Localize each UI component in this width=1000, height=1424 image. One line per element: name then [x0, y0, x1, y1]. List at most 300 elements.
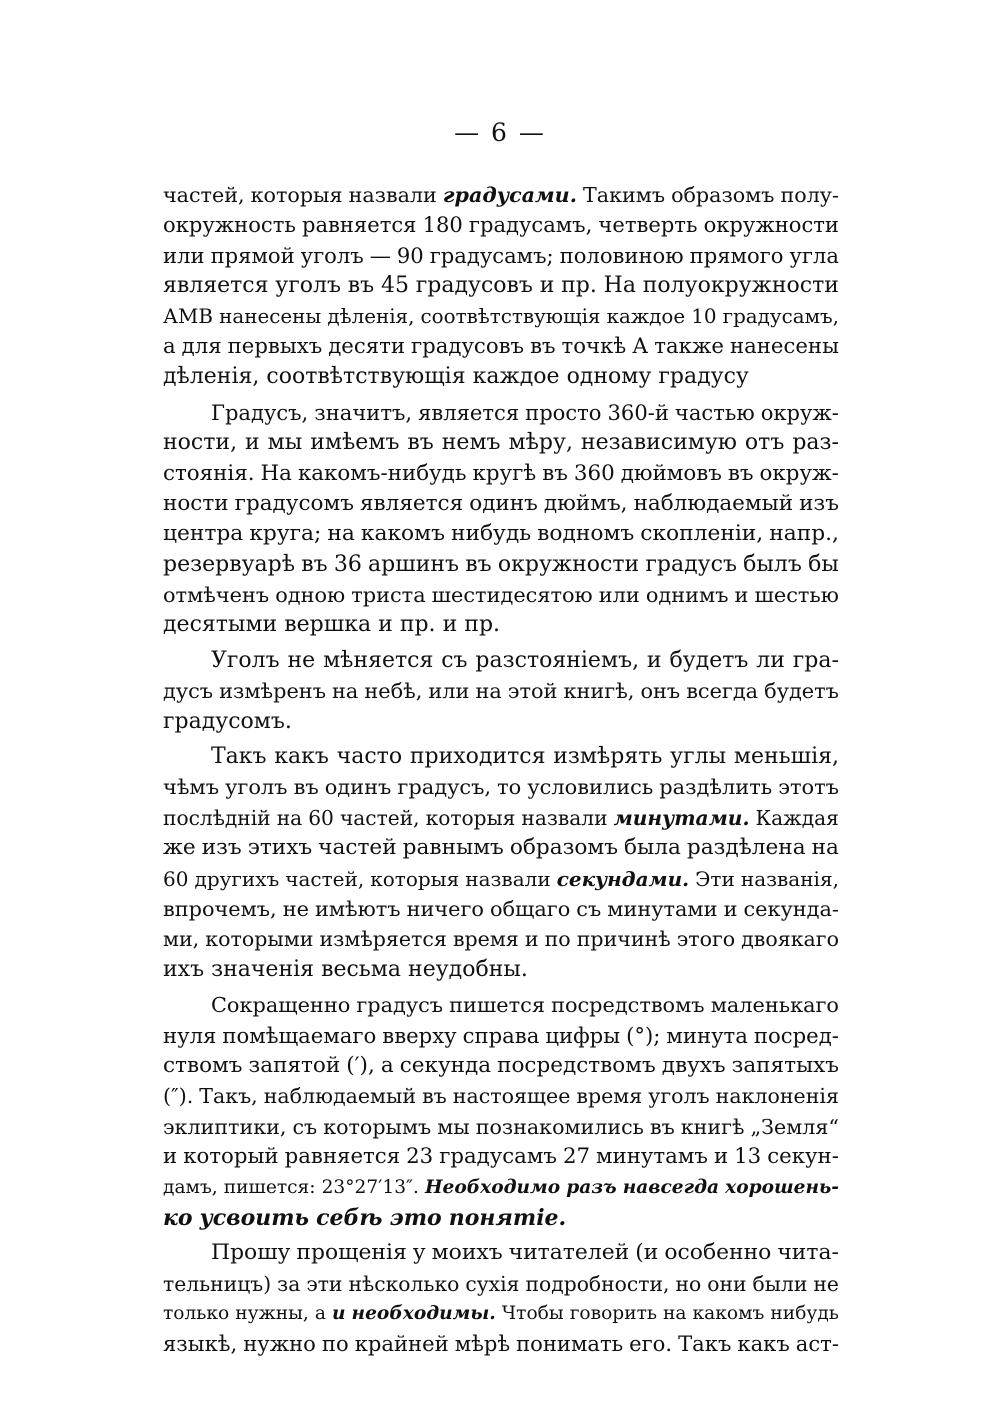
text-line: [163, 1112, 839, 1142]
word: и: [524, 927, 539, 952]
word: этого: [676, 927, 736, 952]
word: Чтобы: [501, 1303, 564, 1325]
word: это: [389, 1204, 442, 1231]
word: ности: [163, 490, 229, 516]
word: книгѣ,: [563, 679, 635, 704]
word: 45: [380, 273, 409, 299]
word: стоянія.: [163, 460, 255, 486]
word: равняется: [301, 212, 417, 238]
word: шестидесятою: [431, 583, 593, 608]
word: 13: [734, 1144, 762, 1170]
word: весьма: [321, 956, 401, 982]
word: минутами.: [613, 805, 750, 830]
word: резервуарѣ: [163, 551, 295, 577]
word: соотвѣтствующія: [420, 304, 601, 328]
word: изъ: [201, 835, 242, 861]
text-line: [163, 428, 839, 458]
word: условились: [527, 775, 654, 800]
word: уголъ: [225, 775, 288, 800]
word: мы: [437, 1114, 470, 1139]
word: съ: [576, 896, 602, 921]
text-line: [163, 362, 839, 392]
word: справа: [462, 1022, 540, 1048]
text-line: [163, 955, 839, 985]
word: пр.: [464, 612, 501, 638]
word: бы: [808, 551, 839, 577]
word: общаго: [489, 896, 571, 921]
word: и: [245, 430, 260, 456]
word: меньшія,: [733, 744, 839, 770]
word: первыхъ: [227, 333, 323, 359]
word: мѣру,: [508, 430, 573, 456]
word: мы: [267, 430, 303, 456]
word: секунда: [399, 1052, 492, 1078]
word: читателей: [508, 1240, 630, 1266]
word: то: [497, 775, 522, 800]
word: понятіе.: [448, 1204, 567, 1231]
word: градусами.: [442, 183, 577, 207]
word: разстояніемъ,: [475, 647, 640, 673]
body-text: [163, 180, 839, 1360]
word: тельницъ): [163, 1271, 272, 1296]
word: секундами.: [556, 866, 690, 891]
word: дамъ,: [163, 1176, 218, 1198]
word: гра-: [792, 647, 839, 673]
word: также: [654, 333, 724, 359]
text-line: [163, 271, 839, 301]
word: „Земля“: [750, 1114, 839, 1139]
word: всегда: [686, 679, 759, 704]
word: напр.,: [769, 521, 839, 547]
word: образомъ: [671, 183, 775, 207]
word: аст-: [795, 1331, 839, 1357]
text-line: [163, 1021, 839, 1051]
word: ко: [163, 1204, 193, 1231]
paragraph: [163, 742, 839, 985]
word: ихъ: [163, 956, 205, 982]
word: какомъ-нибудь: [297, 460, 467, 486]
text-line: [163, 550, 839, 580]
word: причинѣ: [576, 927, 671, 952]
word: была: [624, 835, 681, 861]
word: измѣренъ: [219, 679, 326, 704]
word: мѣрѣ: [454, 1331, 511, 1357]
word: окруж-: [759, 460, 839, 486]
word: нанесены: [730, 333, 839, 359]
word: впрочемъ,: [163, 896, 277, 921]
word: градусъ: [645, 551, 737, 577]
word: для: [181, 333, 222, 359]
paragraph: [163, 646, 839, 737]
word: и: [442, 612, 458, 638]
text-line: [163, 241, 839, 271]
word: изъ: [799, 490, 839, 516]
word: помѣщаемаго: [222, 1022, 377, 1048]
word: ности,: [163, 430, 238, 456]
word: какомъ: [360, 521, 445, 547]
word: вверху: [382, 1022, 457, 1048]
word: полуокружности: [642, 273, 839, 299]
word: посредствомъ: [551, 993, 705, 1018]
word: центра: [163, 521, 244, 547]
word: въ: [530, 333, 556, 359]
word: Такъ,: [199, 1084, 258, 1109]
word: навсегда: [622, 1176, 720, 1198]
word: и: [723, 896, 738, 921]
text-line: [163, 398, 839, 428]
text-line: [163, 1203, 839, 1233]
word: и: [331, 1303, 346, 1325]
word: часто: [336, 744, 403, 770]
word: (″).: [163, 1084, 194, 1109]
word: на: [327, 521, 355, 547]
word: дѣленія,: [163, 364, 260, 390]
word: понимать: [516, 1331, 624, 1357]
paragraph: [163, 1238, 839, 1360]
word: прямого: [689, 242, 784, 268]
word: пишется:: [223, 1176, 316, 1198]
text-line: [163, 180, 839, 210]
word: ли: [756, 647, 785, 673]
word: разъ: [566, 1176, 617, 1198]
word: Каждая: [755, 805, 839, 830]
word: равнымъ: [402, 835, 504, 861]
word: Сокращенно: [211, 993, 351, 1018]
text-line: [163, 610, 839, 640]
text-line: [163, 1269, 839, 1299]
word: въ: [422, 1084, 447, 1109]
word: у: [412, 1240, 426, 1266]
word: будетъ: [764, 679, 839, 704]
word: они: [707, 1271, 747, 1296]
word: этотъ: [778, 775, 839, 800]
word: и: [713, 1144, 729, 1170]
word: раздѣлить: [659, 775, 773, 800]
word: градусомъ.: [163, 708, 292, 734]
word: въ: [465, 551, 492, 577]
word: подробности,: [525, 1271, 670, 1296]
word: каждое: [606, 304, 686, 328]
word: не: [813, 1271, 839, 1296]
word: а: [163, 333, 176, 359]
word: которыя: [370, 866, 460, 891]
text-line: [163, 459, 839, 489]
text-line: [163, 1173, 839, 1203]
word: на: [663, 1303, 687, 1325]
word: (°);: [626, 1022, 661, 1048]
word: и: [646, 647, 662, 673]
word: 90: [396, 242, 424, 268]
word: раз-: [792, 430, 839, 456]
word: раздѣлена: [686, 835, 806, 861]
word: точкѣ: [561, 333, 627, 359]
word: говорить: [569, 1303, 657, 1325]
word: одинъ: [469, 490, 538, 516]
word: скопленіи,: [640, 521, 764, 547]
word: 36: [333, 551, 362, 577]
word: круга;: [249, 521, 322, 547]
word: но: [675, 1271, 702, 1296]
word: на: [475, 679, 502, 704]
word: только: [163, 1303, 230, 1325]
text-line: [163, 332, 839, 362]
word: этихъ: [247, 835, 313, 861]
word: наблюдаемый: [633, 490, 794, 516]
word: прощенія: [296, 1240, 407, 1266]
word: каждое: [472, 364, 560, 390]
word: названія,: [740, 866, 839, 891]
word: градусамъ,: [468, 212, 593, 238]
word: градусамъ: [439, 1144, 557, 1170]
word: Прошу: [211, 1240, 291, 1266]
word: и: [378, 612, 393, 638]
word: одинъ: [324, 775, 392, 800]
word: Такъ: [211, 744, 267, 770]
word: нѣсколько: [348, 1271, 460, 1296]
word: частью: [674, 399, 755, 425]
word: посред-: [753, 1022, 839, 1048]
word: вершка: [284, 612, 372, 638]
word: АМВ: [163, 304, 214, 328]
text-line: [163, 302, 839, 332]
word: которымъ: [323, 1114, 432, 1139]
word: ми,: [163, 927, 200, 952]
word: наклоненія: [715, 1084, 839, 1109]
word: 180: [422, 212, 463, 238]
word: или: [163, 242, 205, 268]
word: водномъ: [537, 521, 635, 547]
word: градусамъ;: [429, 242, 554, 268]
word: этой: [507, 679, 558, 704]
word: наблюдаемый: [263, 1084, 417, 1109]
word: градусъ,: [397, 775, 492, 800]
word: хорошень-: [725, 1176, 839, 1198]
word: На: [260, 460, 292, 486]
word: онъ: [640, 679, 681, 704]
text-line: [163, 1238, 839, 1268]
word: градусовъ: [411, 333, 525, 359]
word: уголъ: [300, 242, 364, 268]
word: на: [332, 679, 359, 704]
text-line: [163, 1299, 839, 1329]
text-line: [163, 803, 839, 833]
word: въ: [301, 551, 328, 577]
word: другихъ: [194, 866, 280, 891]
word: 60: [308, 805, 334, 830]
word: (′),: [346, 1052, 375, 1078]
word: отъ: [744, 430, 785, 456]
word: которыя: [425, 805, 516, 830]
word: частей,: [339, 805, 420, 830]
word: двоякаго: [741, 927, 839, 952]
paragraph: [163, 180, 839, 393]
word: является: [163, 273, 269, 299]
word: независимую: [580, 430, 737, 456]
text-line: [163, 489, 839, 519]
word: однимъ: [645, 583, 729, 608]
word: Необходимо: [424, 1176, 561, 1198]
word: а: [380, 1052, 394, 1078]
word: назвали: [521, 805, 608, 830]
word: окружности: [703, 212, 839, 238]
word: окруж-: [760, 399, 839, 425]
word: небѣ,: [364, 679, 423, 704]
word: же: [163, 835, 196, 861]
word: на: [811, 835, 839, 861]
paragraph: [163, 398, 839, 641]
word: книгѣ: [680, 1114, 745, 1139]
text-line: [163, 990, 839, 1020]
word: были: [752, 1271, 808, 1296]
word: имѣемъ: [310, 430, 400, 456]
word: съ: [441, 647, 468, 673]
word: настоящее: [452, 1084, 571, 1109]
word: градусомъ: [234, 490, 354, 516]
word: образомъ: [509, 835, 618, 861]
word: дюймъ,: [543, 490, 628, 516]
word: приходится: [409, 744, 546, 770]
word: углы: [670, 744, 727, 770]
text-line: [163, 1051, 839, 1081]
text-line: [163, 864, 839, 894]
text-line: [163, 742, 839, 772]
word: въ: [649, 1114, 675, 1139]
word: угла: [789, 242, 839, 268]
word: послѣдній: [163, 805, 271, 830]
word: аршинъ: [368, 551, 460, 577]
word: Уголъ: [211, 647, 280, 673]
text-line: [163, 1329, 839, 1359]
word: частей,: [285, 866, 365, 891]
text-line: [163, 924, 839, 954]
word: является: [359, 490, 464, 516]
word: запятыхъ: [731, 1052, 839, 1078]
word: особенно: [664, 1240, 772, 1266]
word: триста: [351, 583, 426, 608]
word: а: [314, 1303, 326, 1325]
text-line: [163, 519, 839, 549]
word: и: [163, 1144, 178, 1170]
word: имѣютъ: [314, 896, 401, 921]
word: 23°27′13″.: [321, 1176, 419, 1198]
word: за: [277, 1271, 301, 1296]
word: въ: [727, 460, 754, 486]
word: Такимъ: [582, 183, 665, 207]
word: минутамъ: [596, 1144, 708, 1170]
word: частей: [318, 835, 397, 861]
word: Градусъ,: [211, 399, 309, 425]
word: измѣрять: [553, 744, 663, 770]
text-line: [163, 772, 839, 802]
word: будетъ: [669, 647, 749, 673]
word: и: [539, 273, 555, 299]
word: маленькаго: [710, 993, 839, 1018]
word: нужно: [243, 1331, 316, 1357]
text-line: [163, 707, 839, 737]
word: градусу: [658, 364, 749, 390]
word: является: [418, 399, 520, 425]
word: или: [428, 679, 470, 704]
word: градусовъ: [415, 273, 533, 299]
text-line: [163, 894, 839, 924]
word: на: [276, 805, 303, 830]
word: по: [321, 1331, 349, 1357]
word: въ: [542, 460, 568, 486]
word: сухія: [465, 1271, 520, 1296]
word: время: [452, 927, 519, 952]
word: дѣленія,: [327, 304, 415, 328]
word: измѣряется: [319, 927, 447, 952]
word: 27: [562, 1144, 590, 1170]
word: половиною: [559, 242, 684, 268]
word: полу-: [780, 183, 839, 207]
word: ничего: [406, 896, 484, 921]
word: эти: [306, 1271, 343, 1296]
word: 360-й: [607, 399, 669, 425]
word: назвали: [465, 866, 551, 891]
word: десяти: [328, 333, 406, 359]
word: языкѣ,: [163, 1331, 238, 1357]
word: въ: [293, 775, 319, 800]
text-line: [163, 1142, 839, 1172]
word: которыми: [205, 927, 314, 952]
word: (и: [635, 1240, 659, 1266]
word: необходимы.: [351, 1303, 496, 1325]
word: А: [632, 333, 649, 359]
word: нибудь: [770, 1303, 839, 1325]
page-number: — 6 —: [454, 118, 546, 147]
word: какъ: [737, 1331, 790, 1357]
word: мѣняется: [323, 647, 434, 673]
word: минута: [666, 1022, 748, 1048]
word: или: [598, 583, 640, 608]
word: 60: [163, 866, 189, 891]
word: шестью: [754, 583, 839, 608]
word: 23: [406, 1144, 434, 1170]
word: нуля: [163, 1022, 217, 1048]
word: десятыми: [163, 612, 278, 638]
word: въ: [407, 430, 434, 456]
word: по: [544, 927, 571, 952]
word: окружности: [497, 551, 640, 577]
word: дюймовъ: [620, 460, 722, 486]
word: которыя: [250, 183, 343, 207]
word: немъ: [441, 430, 501, 456]
word: моихъ: [431, 1240, 503, 1266]
word: усвоить: [199, 1204, 310, 1231]
word: пр.: [399, 612, 436, 638]
word: въ: [347, 273, 375, 299]
text-line: [163, 833, 839, 863]
word: уголъ: [275, 273, 341, 299]
word: частей,: [163, 183, 245, 207]
word: секунда-: [743, 896, 839, 921]
word: 360: [573, 460, 615, 486]
word: нибудь: [450, 521, 532, 547]
text-line: [163, 676, 839, 706]
word: четверть: [598, 212, 698, 238]
text-line: [163, 1081, 839, 1111]
word: равняется: [284, 1144, 401, 1170]
word: себѣ: [316, 1204, 383, 1231]
word: крайней: [354, 1331, 449, 1357]
word: чита-: [777, 1240, 839, 1266]
word: нанесены: [219, 304, 322, 328]
word: былъ: [743, 551, 802, 577]
word: кругѣ: [472, 460, 537, 486]
word: и: [734, 583, 749, 608]
word: назвали: [348, 183, 437, 207]
